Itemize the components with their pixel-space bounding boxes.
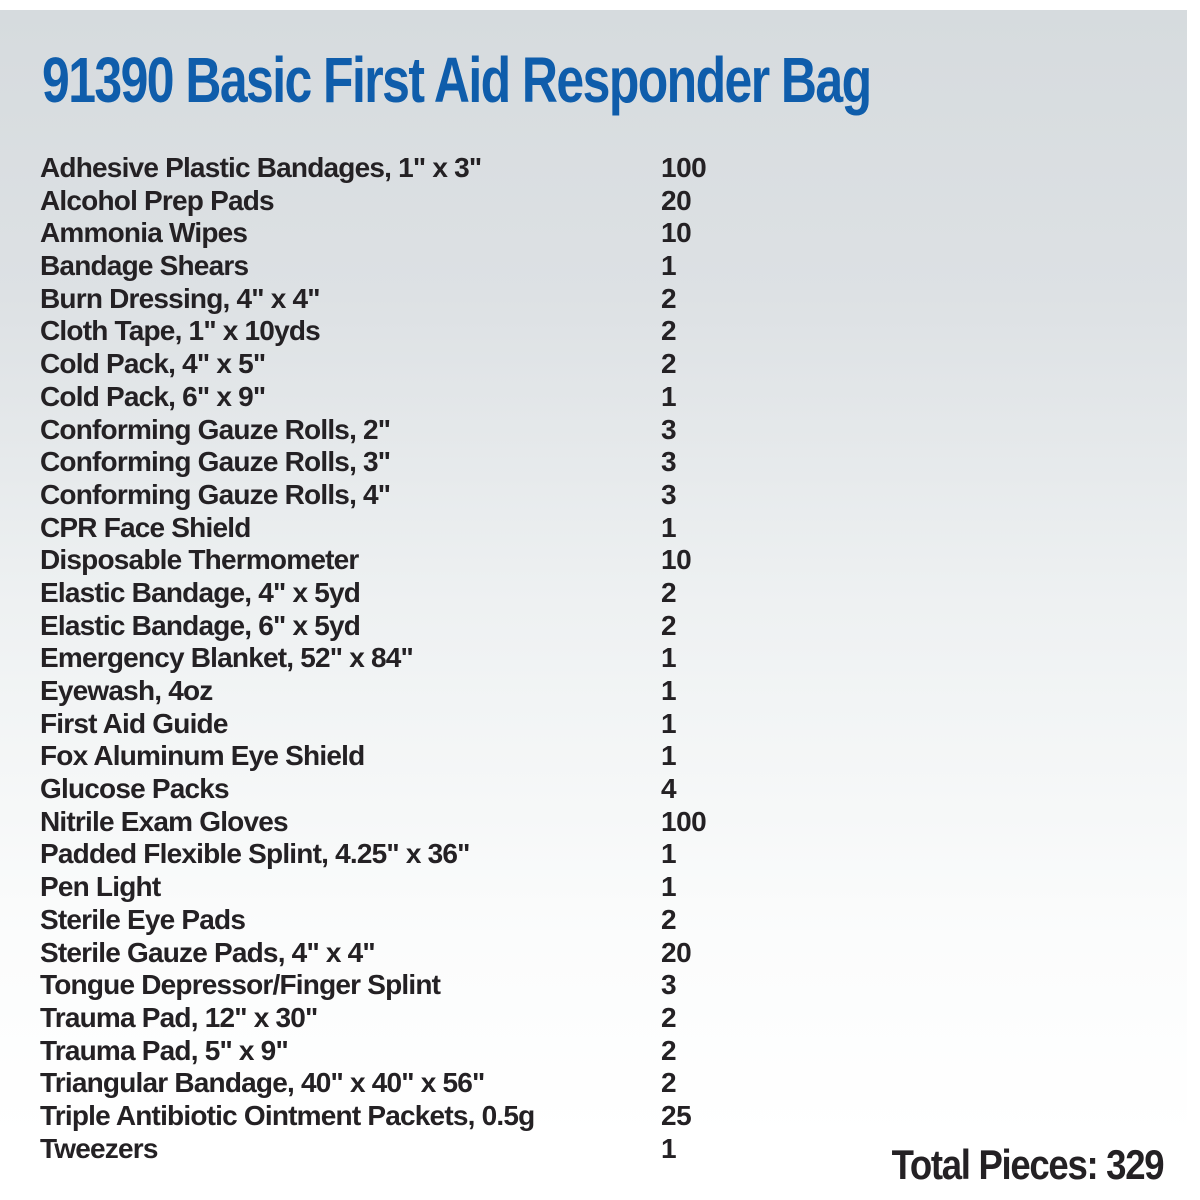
item-name: Cloth Tape, 1" x 10yds (40, 315, 320, 347)
item-row (0, 217, 900, 250)
item-row (0, 969, 900, 1002)
item-qty: 3 (661, 478, 677, 510)
item-row (0, 740, 900, 773)
item-name: Burn Dressing, 4" x 4" (40, 282, 320, 314)
item-name: Cold Pack, 4" x 5" (40, 348, 266, 380)
item-name: Sterile Gauze Pads, 4" x 4" (40, 936, 375, 968)
item-name: Conforming Gauze Rolls, 2" (40, 413, 391, 445)
item-row (0, 1067, 900, 1100)
item-qty: 2 (661, 903, 677, 935)
item-qty: 1 (661, 250, 677, 282)
total-pieces-value: 329 (1105, 1141, 1163, 1188)
item-name: Fox Aluminum Eye Shield (40, 740, 365, 772)
item-qty: 2 (661, 1067, 677, 1099)
item-qty: 2 (661, 1034, 677, 1066)
item-row (0, 479, 900, 512)
item-name: Pen Light (40, 871, 161, 903)
item-qty: 25 (661, 1099, 692, 1131)
item-name: Nitrile Exam Gloves (40, 805, 288, 837)
item-name: Elastic Bandage, 4" x 5yd (40, 576, 361, 608)
item-row (0, 1002, 900, 1035)
item-name: Adhesive Plastic Bandages, 1" x 3" (40, 152, 482, 183)
item-row (0, 642, 900, 675)
item-qty: 1 (661, 1132, 677, 1164)
item-qty: 1 (661, 838, 677, 870)
item-row (0, 838, 900, 871)
item-name: Trauma Pad, 5" x 9" (40, 1034, 288, 1066)
item-row (0, 185, 900, 218)
item-qty: 1 (661, 740, 677, 772)
item-name: Alcohol Prep Pads (40, 184, 274, 216)
item-qty: 2 (661, 315, 677, 347)
item-name: Emergency Blanket, 52" x 84" (40, 642, 414, 674)
item-qty: 3 (661, 969, 677, 1001)
item-qty: 1 (661, 511, 677, 543)
item-qty: 4 (661, 773, 677, 805)
item-qty: 100 (661, 805, 707, 837)
total-pieces (891, 1141, 1163, 1188)
item-qty: 10 (661, 217, 692, 249)
item-qty: 20 (661, 936, 692, 968)
item-name: Disposable Thermometer (40, 544, 359, 576)
item-name: Cold Pack, 6" x 9" (40, 380, 266, 412)
item-row (0, 773, 900, 806)
item-name: Triangular Bandage, 40" x 40" x 56" (40, 1067, 485, 1099)
item-row (0, 871, 900, 904)
item-row (0, 414, 900, 447)
item-name: Padded Flexible Splint, 4.25" x 36" (40, 838, 470, 870)
item-qty: 2 (661, 609, 677, 641)
item-row (0, 250, 900, 283)
item-qty: 20 (661, 184, 692, 216)
total-pieces-label: Total Pieces: (891, 1141, 1098, 1188)
item-name: Trauma Pad, 12" x 30" (40, 1001, 318, 1033)
item-row (0, 315, 900, 348)
item-row (0, 544, 900, 577)
item-row (0, 152, 900, 185)
item-qty: 2 (661, 576, 677, 608)
item-row (0, 446, 900, 479)
item-name: Eyewash, 4oz (40, 675, 213, 706)
item-qty: 2 (661, 1001, 677, 1033)
item-row (0, 904, 900, 937)
item-qty: 100 (661, 152, 707, 183)
item-qty: 1 (661, 675, 677, 706)
item-qty: 10 (661, 544, 692, 576)
item-qty: 1 (661, 380, 677, 412)
item-name: CPR Face Shield (40, 511, 251, 543)
item-row (0, 381, 900, 414)
item-name: Triple Antibiotic Ointment Packets, 0.5g (40, 1099, 535, 1131)
item-row (0, 283, 900, 316)
item-name: Conforming Gauze Rolls, 3" (40, 446, 391, 478)
item-row (0, 610, 900, 643)
item-name: Glucose Packs (40, 773, 229, 805)
item-qty: 2 (661, 282, 677, 314)
item-qty: 1 (661, 642, 677, 674)
item-name: Elastic Bandage, 6" x 5yd (40, 609, 361, 641)
item-row (0, 675, 900, 708)
item-row (0, 1035, 900, 1068)
item-qty: 1 (661, 871, 677, 903)
item-row (0, 937, 900, 970)
item-name: Tweezers (40, 1132, 158, 1164)
item-qty: 3 (661, 413, 677, 445)
item-name: Conforming Gauze Rolls, 4" (40, 478, 391, 510)
item-row (0, 348, 900, 381)
item-name: Ammonia Wipes (40, 217, 248, 249)
item-name: Bandage Shears (40, 250, 249, 282)
item-row (0, 577, 900, 610)
item-row (0, 1100, 900, 1133)
item-name: Tongue Depressor/Finger Splint (40, 969, 441, 1001)
item-row (0, 1133, 900, 1166)
item-qty: 3 (661, 446, 677, 478)
items-list (0, 152, 900, 1165)
item-qty: 2 (661, 348, 677, 380)
item-row (0, 806, 900, 839)
item-name: Sterile Eye Pads (40, 903, 246, 935)
item-row (0, 708, 900, 741)
item-row (0, 512, 900, 545)
item-name: First Aid Guide (40, 707, 228, 739)
page-title: 91390 Basic First Aid Responder Bag (42, 44, 871, 116)
item-qty: 1 (661, 707, 677, 739)
